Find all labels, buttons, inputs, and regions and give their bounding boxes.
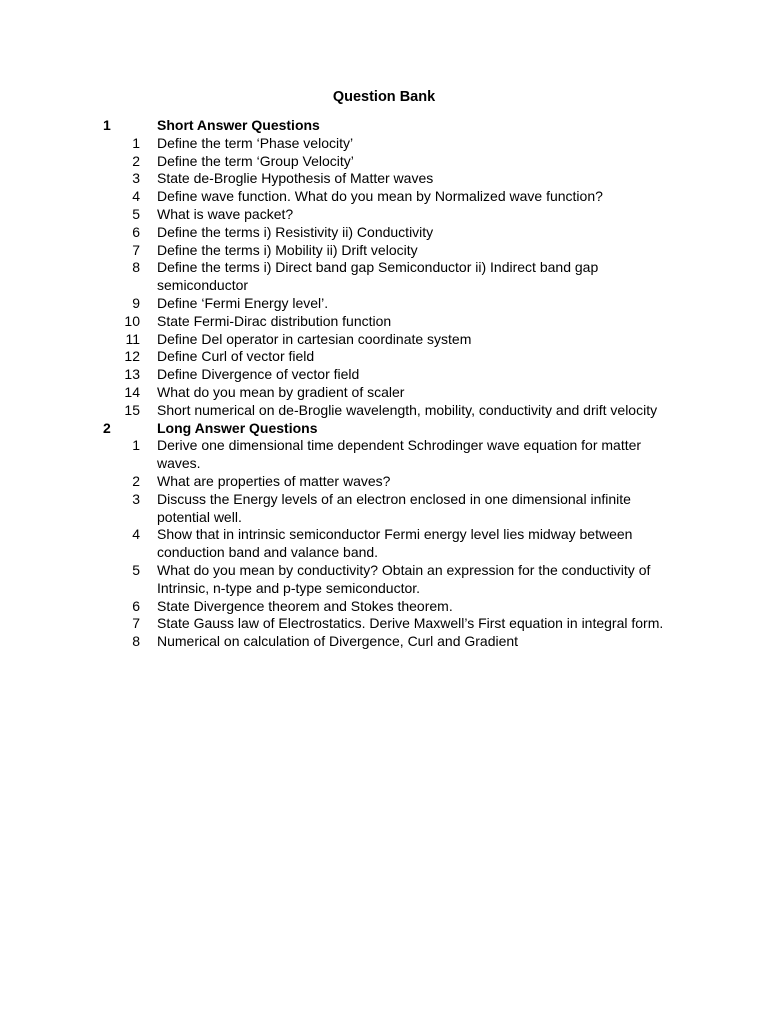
question-number: 3 bbox=[132, 490, 140, 507]
question-text: Define Del operator in cartesian coordinate system bbox=[157, 330, 472, 347]
question-list bbox=[0, 117, 768, 651]
section-title: Short Answer Questions bbox=[157, 117, 320, 133]
question-text: Define the terms i) Mobility ii) Drift velocity bbox=[157, 241, 418, 258]
question-text: What do you mean by conductivity? Obtain an expression for the conductivity of Intrinsic, n-type and p-type semiconductor. bbox=[157, 561, 651, 596]
question-text: What do you mean by gradient of scaler bbox=[157, 383, 405, 400]
question-item bbox=[0, 348, 768, 366]
section-number: 2 bbox=[103, 419, 111, 436]
question-text: Short numerical on de-Broglie wavelength, mobility, conductivity and drift velocity bbox=[157, 401, 658, 418]
question-item bbox=[0, 366, 768, 384]
question-item bbox=[0, 473, 768, 491]
question-item bbox=[0, 437, 768, 473]
question-number: 6 bbox=[132, 597, 140, 614]
question-text: Discuss the Energy levels of an electron enclosed in one dimensional infinite potential well. bbox=[157, 490, 631, 525]
question-item bbox=[0, 313, 768, 331]
question-item bbox=[0, 615, 768, 633]
question-item bbox=[0, 598, 768, 616]
question-number: 5 bbox=[132, 561, 140, 578]
question-item bbox=[0, 491, 768, 527]
question-text: Numerical on calculation of Divergence, Curl and Gradient bbox=[157, 633, 519, 650]
question-number: 12 bbox=[124, 348, 140, 365]
question-item bbox=[0, 526, 768, 562]
question-text: State Divergence theorem and Stokes theorem. bbox=[157, 597, 453, 614]
question-item bbox=[0, 384, 768, 402]
question-number: 10 bbox=[124, 312, 140, 329]
question-number: 3 bbox=[132, 170, 140, 187]
question-item bbox=[0, 633, 768, 651]
question-item bbox=[0, 402, 768, 420]
section-heading bbox=[0, 420, 768, 438]
question-item bbox=[0, 135, 768, 153]
question-number: 1 bbox=[132, 134, 140, 151]
question-number: 2 bbox=[132, 472, 140, 489]
question-text: Define Curl of vector field bbox=[157, 348, 315, 365]
question-number: 4 bbox=[132, 526, 140, 543]
question-number: 7 bbox=[132, 615, 140, 632]
question-text: Derive one dimensional time dependent Schrodinger wave equation for matter waves. bbox=[157, 437, 642, 472]
question-number: 1 bbox=[132, 437, 140, 454]
question-text: Define the term ‘Phase velocity’ bbox=[157, 134, 354, 151]
question-text: Show that in intrinsic semiconductor Fermi energy level lies midway between conduction band and valance band. bbox=[157, 526, 633, 561]
question-number: 4 bbox=[132, 188, 140, 205]
section-title: Long Answer Questions bbox=[157, 419, 318, 436]
question-item bbox=[0, 242, 768, 260]
page-title: Question Bank bbox=[332, 89, 436, 105]
question-item bbox=[0, 206, 768, 224]
question-item bbox=[0, 331, 768, 349]
question-text: Define ‘Fermi Energy level’. bbox=[157, 294, 329, 311]
question-text: Define wave function. What do you mean by Normalized wave function? bbox=[157, 188, 603, 205]
question-text: What are properties of matter waves? bbox=[157, 472, 391, 489]
question-number: 15 bbox=[124, 401, 140, 418]
question-number: 8 bbox=[132, 633, 140, 650]
question-number: 6 bbox=[132, 223, 140, 240]
question-item bbox=[0, 170, 768, 188]
question-text: Define the terms i) Direct band gap Semiconductor ii) Indirect band gap semiconductor bbox=[157, 259, 599, 294]
question-item bbox=[0, 153, 768, 171]
section-heading bbox=[0, 117, 768, 135]
question-text: Define the terms i) Resistivity ii) Conductivity bbox=[157, 223, 434, 240]
question-item bbox=[0, 562, 768, 598]
section-number: 1 bbox=[103, 117, 111, 133]
question-number: 2 bbox=[132, 152, 140, 169]
question-text: State Gauss law of Electrostatics. Derive Maxwell’s First equation in integral form. bbox=[157, 615, 664, 632]
question-number: 5 bbox=[132, 205, 140, 222]
question-number: 14 bbox=[124, 383, 140, 400]
question-text: Define Divergence of vector field bbox=[157, 366, 360, 383]
question-number: 7 bbox=[132, 241, 140, 258]
question-text: What is wave packet? bbox=[157, 205, 294, 222]
question-text: State Fermi-Dirac distribution function bbox=[157, 312, 392, 329]
question-item bbox=[0, 295, 768, 313]
question-number: 8 bbox=[132, 259, 140, 276]
question-number: 11 bbox=[125, 330, 140, 347]
question-item bbox=[0, 224, 768, 242]
question-number: 13 bbox=[124, 366, 140, 383]
question-text: Define the term ‘Group Velocity’ bbox=[157, 152, 354, 169]
question-item bbox=[0, 188, 768, 206]
question-item bbox=[0, 259, 768, 295]
question-number: 9 bbox=[132, 294, 140, 311]
question-text: State de-Broglie Hypothesis of Matter waves bbox=[157, 170, 434, 187]
